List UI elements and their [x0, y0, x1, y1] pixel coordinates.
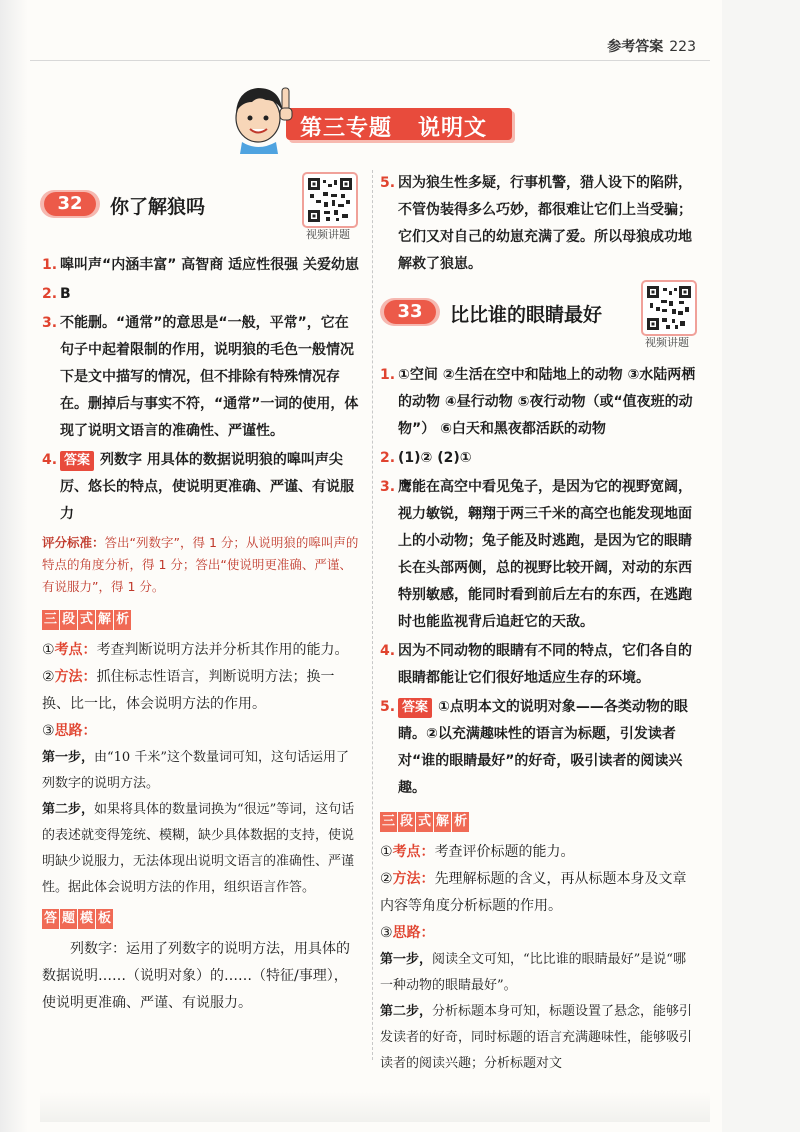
- lesson-badge: 32: [40, 190, 100, 218]
- scoring-criteria: 评分标准：答出“列数字”，得 1 分；从说明狼的嗥叫声的特点的角度分析，得 1 分；答出“使说明更准确、严谨、有说服力”，得 1 分。: [42, 535, 359, 594]
- answer-item: 4. 因为不同动物的眼睛有不同的特点，它们各自的眼睛都能让它们很好地适应生存的环境。: [380, 643, 692, 686]
- answer-item: 1. ①空间 ②生活在空中和陆地上的动物 ③水陆两栖的动物 ④昼行动物 ⑤夜行动物（或“值夜班的动物”） ⑥白天和黑夜都活跃的动物: [380, 367, 696, 437]
- answer-item: 3. 不能删。“通常”的意思是“一般，平常”，它在句子中起着限制的作用，说明狼的毛色一般情况下是文中描写的情况，但不排除有特殊情况存在。删掉后与事实不符，“通常”一词的使用，体现了说明文语言的准确性、严谨性。: [42, 315, 359, 439]
- analysis-tag: 三 段 式 解 析: [42, 606, 132, 633]
- answer-tag: 答案: [398, 698, 432, 718]
- answer-item: 2. (1)② (2)①: [380, 450, 472, 466]
- answer-item: 2. B: [42, 286, 71, 302]
- silu-line: ③思路：: [42, 723, 97, 739]
- step-two: 第二步，如果将具体的数量词换为“很远”等词，这句话的表述就变得笼统、模糊，缺少具体数据的支持，使说明缺少说服力，无法体现出说明文语言的准确性、严谨性。据此体会说明方法的作用，组织语言作答。: [42, 802, 355, 895]
- page-edge: [722, 0, 800, 1132]
- topic-banner: [222, 96, 514, 148]
- fangfa-line: ②方法：先理解标题的含义，再从标题本身及文章内容等角度分析标题的作用。: [380, 871, 687, 914]
- silu-line: ③思路：: [380, 925, 435, 941]
- header-section: 参考答案: [607, 39, 664, 55]
- fangfa-line: ②方法：抓住标志性语言，判断说明方法；换一换、比一比，体会说明方法的作用。: [42, 669, 335, 712]
- qr-label: 视频讲题: [306, 228, 350, 241]
- right-column-top: [380, 170, 698, 280]
- answer-item: 4. 答案 列数字 用具体的数据说明狼的嗥叫声尖厉、悠长的特点，使说明更准确、严谨、有说服力: [42, 452, 354, 522]
- page-bottom-shade: [40, 1092, 710, 1122]
- analysis-tag: 三 段 式 解 析: [380, 808, 470, 835]
- kaodian-line: ①考点：考查判断说明方法并分析其作用的能力。: [42, 642, 349, 658]
- qr-code-icon[interactable]: [302, 172, 358, 228]
- topic-title: 第三专题 说明文: [300, 116, 487, 141]
- left-column: [42, 252, 360, 1017]
- step-one: 第一步，阅读全文可知，“比比谁的眼睛最好”是说“哪一种动物的眼睛最好”。: [380, 952, 686, 993]
- answer-tag: 答案: [60, 451, 94, 471]
- lesson-badge: 33: [380, 298, 440, 326]
- qr-label: 视频讲题: [645, 336, 689, 349]
- step-one: 第一步，由“10 千米”这个数量词可知，这句话运用了列数字的说明方法。: [42, 750, 349, 791]
- answer-item: 5. 因为狼生性多疑，行事机警，猎人设下的陷阱，不管伪装得多么巧妙，都很难让它们上当受骗；它们又对自己的幼崽充满了爱。所以母狼成功地解救了狼崽。: [380, 175, 692, 272]
- step-two: 第二步，分析标题本身可知，标题设置了悬念，能够引发读者的好奇，同时标题的语言充满趣味性，能够吸引读者的阅读兴趣；分析标题对文: [380, 1004, 693, 1071]
- answer-item: 1. 嗥叫声“内涵丰富” 高智商 适应性很强 关爱幼崽: [42, 257, 360, 273]
- column-divider: [372, 170, 373, 1060]
- binding-shadow: [0, 0, 28, 1132]
- header-divider: [30, 60, 710, 61]
- answer-item: 3. 鹰能在高空中看见兔子，是因为它的视野宽阔，视力敏锐，翱翔于两三千米的高空也能发现地面上的小动物；兔子能及时逃跑，是因为它的眼睛长在头部两侧，总的视野比较开阔，对动的东西特别敏感，能同时看到前后左右的东西，在逃跑时也能监视背后追赶它的天敌。: [380, 479, 692, 630]
- page-number: 223: [669, 39, 696, 55]
- page-header: [607, 36, 696, 56]
- right-column: [380, 362, 698, 1077]
- lesson-title: 比比谁的眼睛最好: [450, 304, 603, 326]
- boy-mascot-icon: [222, 74, 302, 154]
- kaodian-line: ①考点：考查评价标题的能力。: [380, 844, 575, 860]
- qr-code-icon[interactable]: [641, 280, 697, 336]
- answer-item: 5. 答案 ①点明本文的说明对象——各类动物的眼睛。②以充满趣味性的语言为标题，引发读者对“谁的眼睛最好”的好奇，吸引读者的阅读兴趣。: [380, 699, 688, 796]
- template-tag: 答 题 模 板: [42, 905, 114, 932]
- template-text: 列数字：运用了列数字的说明方法，用具体的数据说明……（说明对象）的……（特征/事理），使说明更准确、严谨、有说服力。: [42, 941, 350, 1011]
- lesson-title: 你了解狼吗: [110, 196, 206, 218]
